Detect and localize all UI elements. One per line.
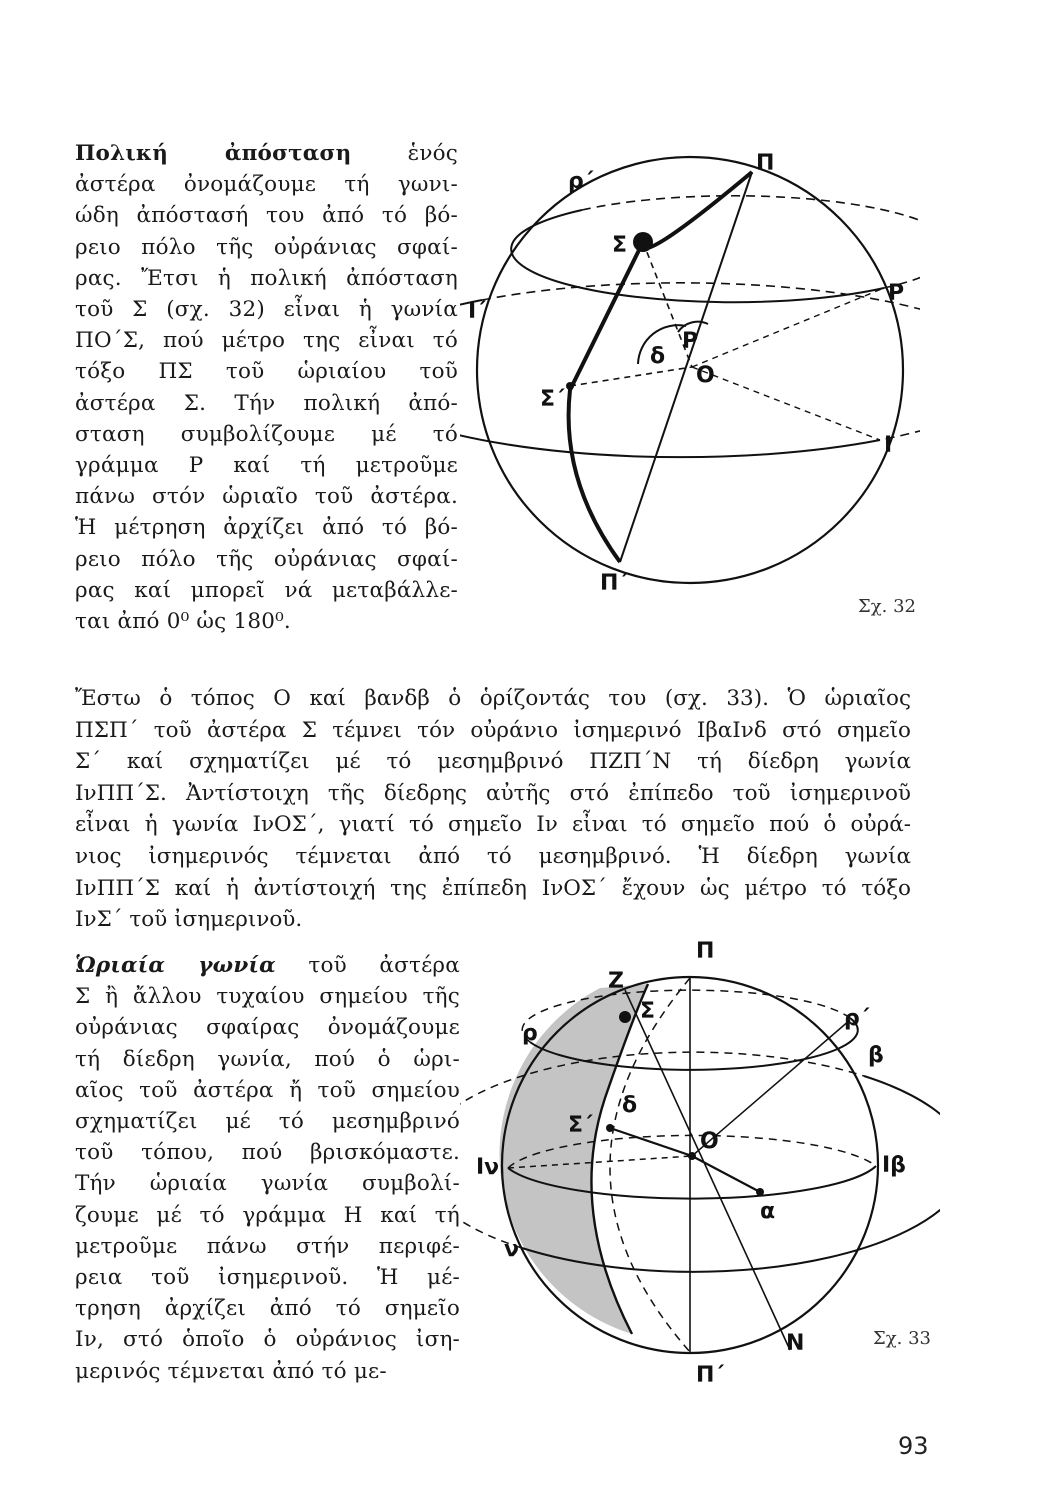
text-line: Ιν, στό ὁποῖο ὁ οὐράνιος ἰση- xyxy=(75,1327,460,1353)
point-alpha xyxy=(756,1188,764,1196)
section-polar-distance xyxy=(75,138,458,637)
section-hour-angle xyxy=(75,950,460,1387)
text-line: τοῦ Σ (σχ. 32) εἶναι ἡ γωνία xyxy=(75,297,458,323)
label-n: Ν xyxy=(786,1331,805,1356)
radius-to-alpha xyxy=(692,1156,760,1192)
text-line: ΙνΠΠ΄Σ καί ἡ ἀντίστοιχή της ἐπίπεδη ΙνΟΣ΄ ἔχουν ὡς μέτρο τό τόξο xyxy=(75,875,911,901)
text-line: Πολική ἀπόσταση ἑνός xyxy=(75,141,458,166)
text-line: πάνω στόν ὡριαῖο τοῦ ἀστέρα. xyxy=(75,484,458,510)
text-line: ἀστέρα Σ. Τήν πολική ἀπό- xyxy=(75,390,458,416)
label-o-center: Ο xyxy=(700,1129,719,1154)
label-pi: Π xyxy=(756,151,775,176)
text-line: ἀστέρα ὀνομάζουμε τή γωνι- xyxy=(75,172,458,198)
declination-circle-back xyxy=(582,196,920,288)
text-line: ρειο πόλο τῆς οὐράνιας σφαί- xyxy=(75,234,458,260)
text-line: τόξο ΠΣ τοῦ ὡριαίου τοῦ xyxy=(75,359,458,385)
text-line: σχηματίζει μέ τό μεσημβρινό xyxy=(75,1109,460,1135)
radius-to-sigma-prime xyxy=(610,1128,692,1156)
text-line: αῖος τοῦ ἀστέρα ἤ τοῦ σημείου xyxy=(75,1077,460,1103)
radius-to-projection xyxy=(570,367,692,386)
text-line: ΠΟ΄Σ, πού μέτρο της εἶναι τό xyxy=(75,328,458,354)
text-line: ΙνΣ΄ τοῦ ἰσημερινοῦ. xyxy=(75,907,303,933)
figure-32-celestial-sphere xyxy=(460,150,920,620)
label-pi: Π xyxy=(696,939,715,964)
text-line: ται ἀπό 0⁰ ὡς 180⁰. xyxy=(75,609,291,635)
label-iota: Ι xyxy=(884,433,893,458)
term-heading: Ὡριαία γωνία xyxy=(75,953,276,978)
page-number: 93 xyxy=(898,1432,929,1460)
text-line: τή δίεδρη γωνία, πού ὁ ὡρι- xyxy=(75,1046,460,1072)
label-delta: δ xyxy=(650,344,666,369)
label-nu: ν xyxy=(504,1237,519,1262)
declination-circle-front xyxy=(511,210,884,302)
text-line: Σ΄ καί σχηματίζει μέ τό μεσημβρινό ΠΖΠ΄Ν τή δίεδρη γωνία xyxy=(75,749,911,775)
label-rho: ρ xyxy=(522,1021,538,1046)
label-pi-prime: Π΄ xyxy=(696,1363,725,1388)
star-sigma-dot xyxy=(619,1011,631,1023)
text-line: τοῦ τόπου, πού βρισκόμαστε. xyxy=(75,1140,460,1166)
text-line: ΙνΠΠ΄Σ. Ἀντίστοιχη τῆς δίεδρης αὐτῆς στό ἐπίπεδο τοῦ ἰσημερινοῦ xyxy=(75,780,911,806)
label-pi-prime: Π΄ xyxy=(600,571,629,596)
text-line: εἶναι ἡ γωνία ΙνΟΣ΄, γιατί τό σημεῖο Ιν εἶναι τό σημεῖο πού ὁ οὐρά- xyxy=(75,812,911,838)
text-line: νιος ἰσημερινός τέμνεται ἀπό τό μεσημβρινό. Ἡ δίεδρη γωνία xyxy=(75,843,911,869)
text-line: Ἡ μέτρηση ἀρχίζει ἀπό τό βό- xyxy=(75,515,458,541)
text-line: σταση συμβολίζουμε μέ τό xyxy=(75,421,458,447)
label-sigma-prime: Σ΄ xyxy=(568,1113,593,1138)
text-line: ρεια τοῦ ἰσημερινοῦ. Ἡ μέ- xyxy=(75,1265,460,1291)
label-o-center: Ο xyxy=(696,363,715,388)
point-sigma-prime xyxy=(606,1124,614,1132)
text-line: μερινός τέμνεται ἀπό τό με- xyxy=(75,1358,387,1384)
text-line: ρας. Ἔτσι ἡ πολική ἀπόσταση xyxy=(75,265,458,291)
zenith-nadir-axis xyxy=(625,990,790,1350)
text-line: οὐράνιας σφαίρας ὀνομάζουμε xyxy=(75,1015,460,1041)
text-line: ρας καί μπορεῖ νά μεταβάλλε- xyxy=(75,577,458,603)
center-o xyxy=(688,1152,696,1160)
point-sigma-prime xyxy=(566,382,574,390)
label-alpha: α xyxy=(760,1199,776,1224)
text-line: Ὡριαία γωνία τοῦ ἀστέρα xyxy=(75,953,460,978)
equator-front xyxy=(460,300,880,457)
equator-back xyxy=(482,283,920,440)
text-line: ώδη ἀπόστασή του ἀπό τό βό- xyxy=(75,203,458,229)
text-line: Σ ἢ ἄλλου τυχαίου σημείου τῆς xyxy=(75,984,460,1010)
text-line: γράμμα Ρ καί τή μετροῦμε xyxy=(75,453,458,479)
text-line: ζουμε μέ τό γράμμα Η καί τή xyxy=(75,1202,460,1228)
figure-33-caption: Σχ. 33 xyxy=(873,1328,931,1349)
text-line: Τήν ὡριαία γωνία συμβολί- xyxy=(75,1171,460,1197)
label-rho-prime: ρ΄ xyxy=(844,1006,870,1031)
label-ib: Ιβ xyxy=(882,1153,906,1178)
paragraph-observer-horizon xyxy=(75,683,911,936)
text-line: τρηση ἀρχίζει ἀπό τό σημεῖο xyxy=(75,1296,460,1322)
label-iota-prime: Ι΄ xyxy=(468,299,486,324)
text-line: μετροῦμε πάνω στήν περιφέ- xyxy=(75,1233,460,1259)
figure-32-caption: Σχ. 32 xyxy=(858,596,916,617)
label-sigma-prime: Σ΄ xyxy=(540,387,565,412)
label-sigma: Σ xyxy=(612,233,628,258)
polar-axis xyxy=(620,172,752,562)
radius-to-iota xyxy=(692,367,880,440)
label-p-angle: Ρ xyxy=(682,329,699,354)
star-sigma-dot xyxy=(633,232,653,252)
label-iv: Ιν xyxy=(476,1155,500,1180)
label-zeta: Ζ xyxy=(608,969,624,994)
term-heading: Πολική ἀπόσταση xyxy=(75,141,352,166)
text-line: ρειο πόλο τῆς οὐράνιας σφαί- xyxy=(75,546,458,572)
label-delta: δ xyxy=(622,1093,638,1118)
label-beta: β xyxy=(868,1043,884,1068)
label-rho-prime: ρ΄ xyxy=(568,169,594,194)
label-rho: Ρ xyxy=(888,281,905,306)
figure-33-celestial-sphere xyxy=(460,930,940,1400)
label-sigma: Σ xyxy=(640,999,656,1024)
text-line: ΠΣΠ΄ τοῦ ἀστέρα Σ τέμνει τόν οὐράνιο ἰσημερινό ΙβαΙνδ στό σημεῖο xyxy=(75,717,911,743)
text-line: Ἔστω ὁ τόπος Ο καί βανδβ ὁ ὁρίζοντάς του (σχ. 33). Ὁ ὡριαῖος xyxy=(75,686,911,711)
